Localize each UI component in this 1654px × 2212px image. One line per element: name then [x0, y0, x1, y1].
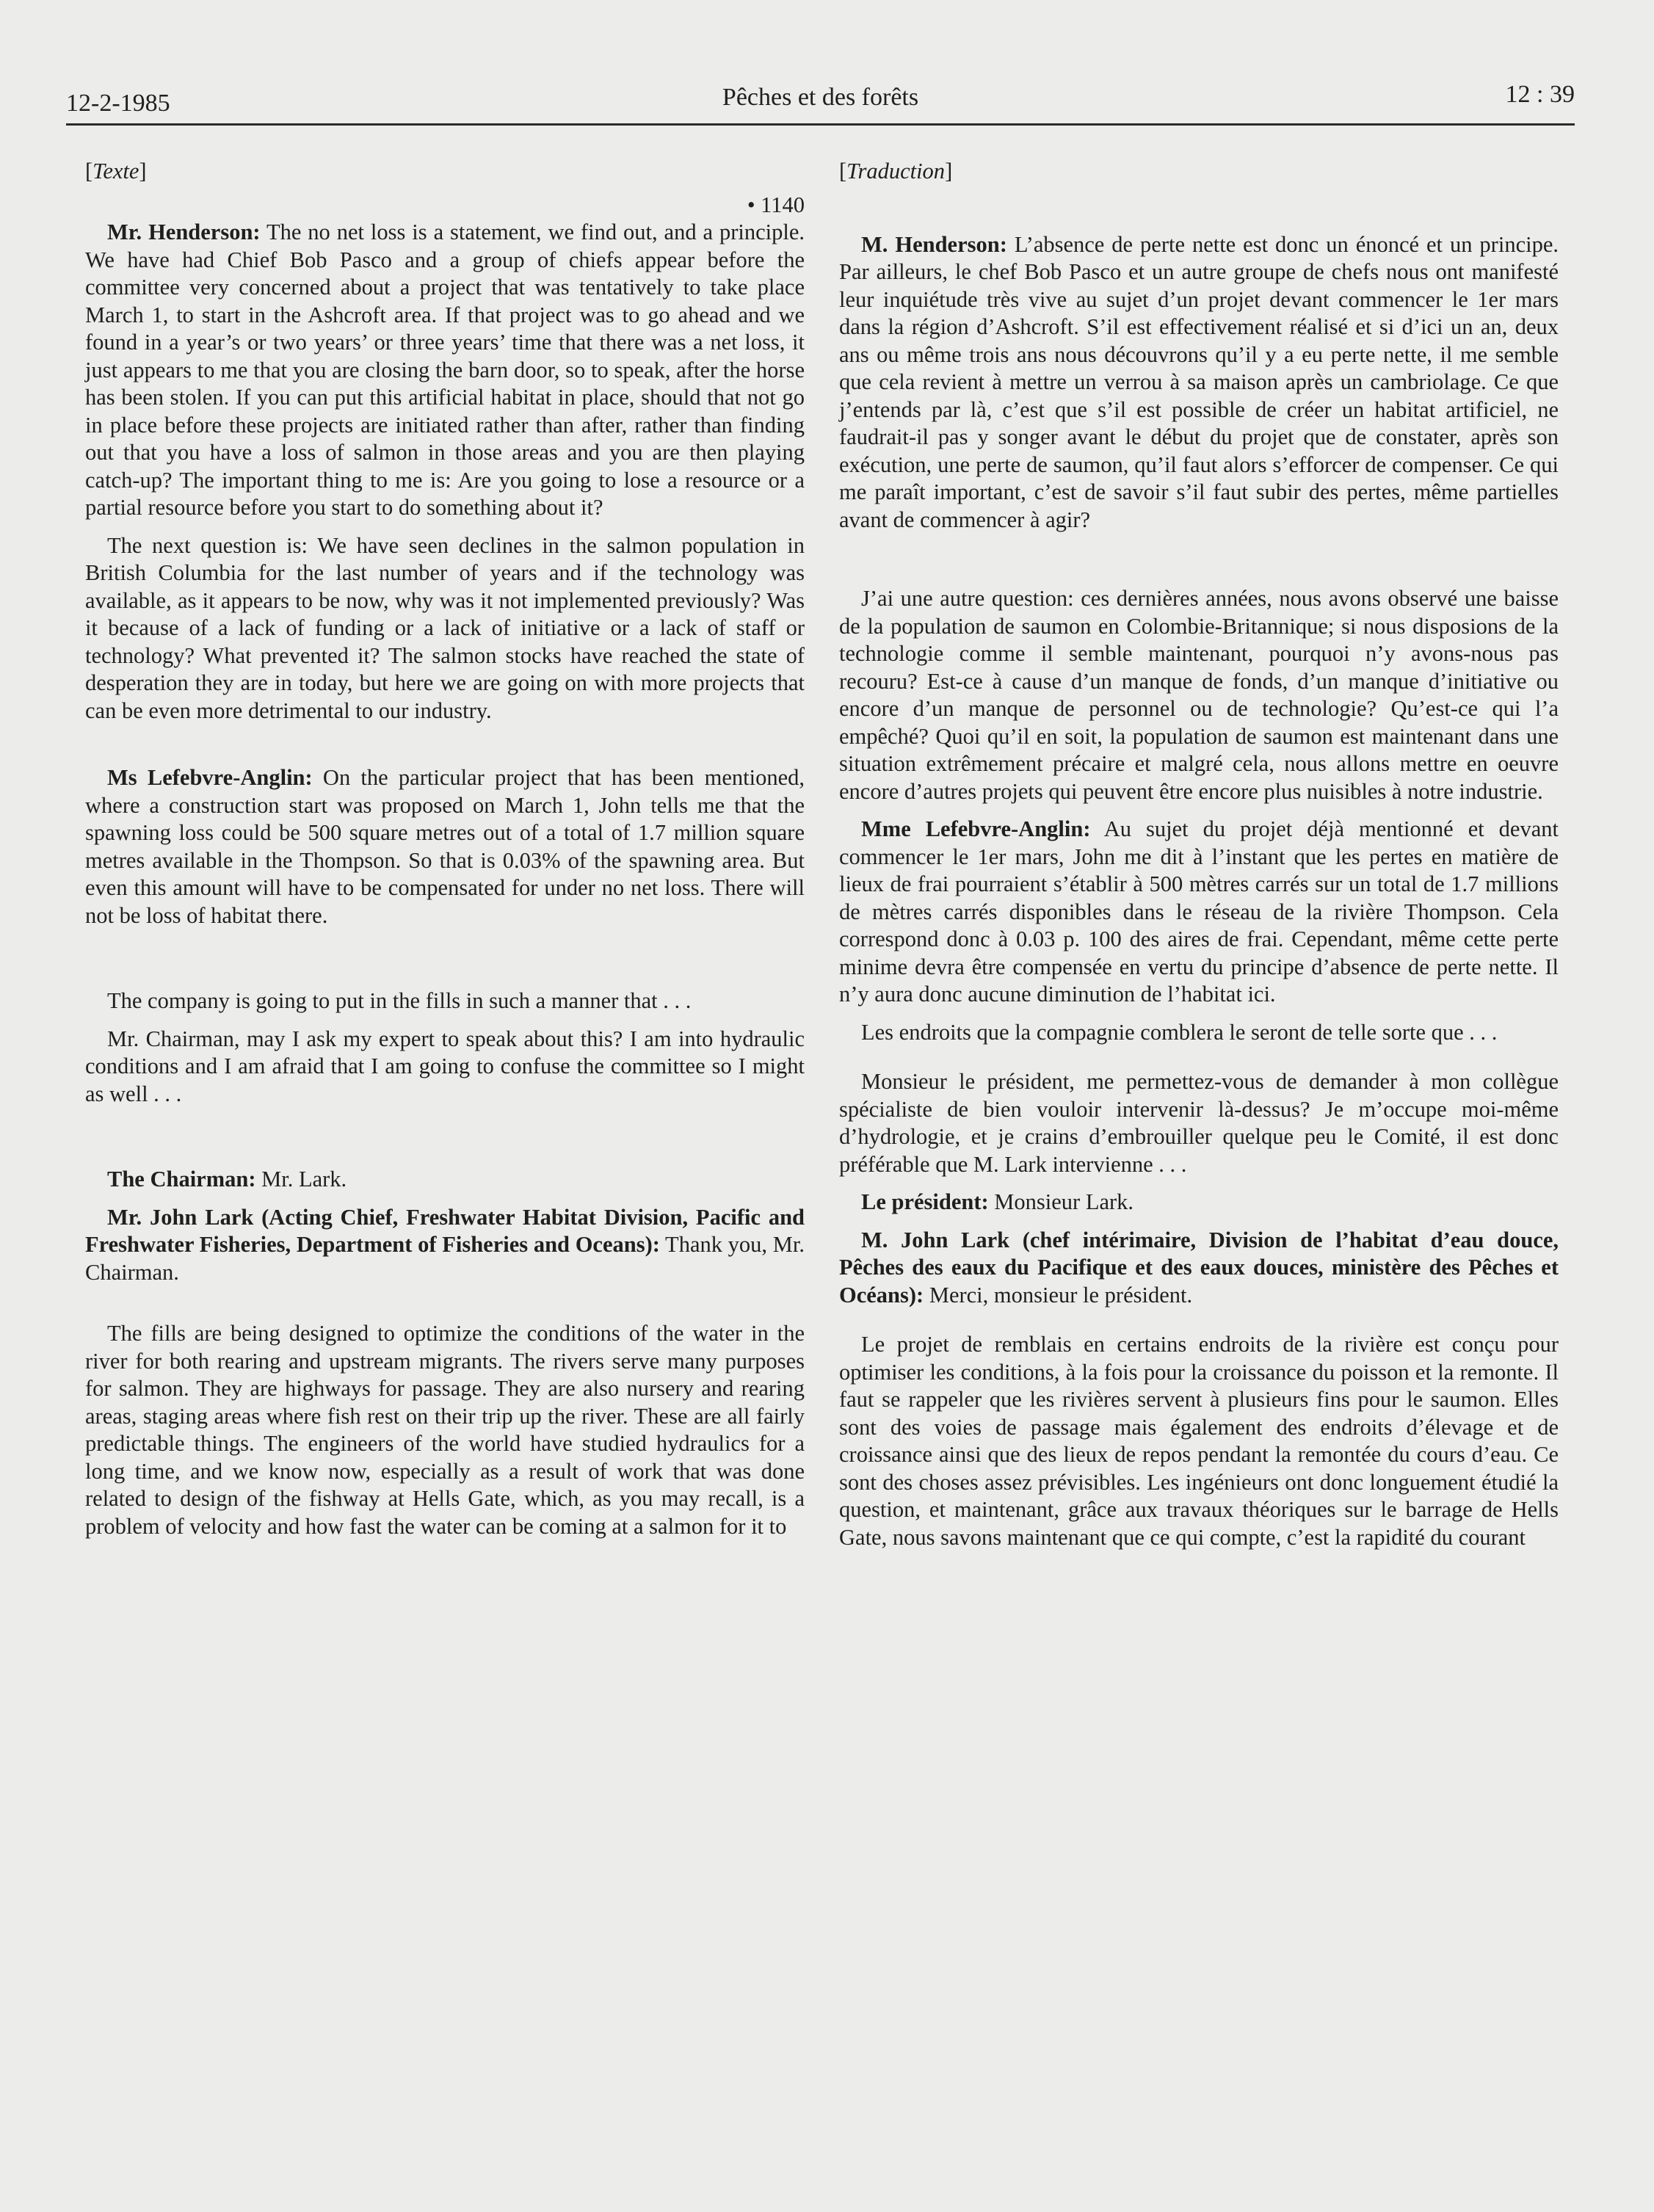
speaker-label: The Chairman: — [107, 1167, 256, 1192]
paragraph-le-president: Le président: Monsieur Lark. — [861, 1189, 1134, 1214]
header-page-number: 12 : 39 — [1505, 81, 1575, 108]
header-date: 12-2-1985 — [66, 90, 170, 117]
paragraph-henderson: Mr. Henderson: The no net loss is a statement, we find out, and a principle. We have had Chief Bob Pasco and a group of chiefs appear before the committee very concerned about a project that was tentatively to take place March 1, to start in the Ashcroft area. If that project was to go ahead and we found in a year’s or two years’ or three years’ time that there was a net loss, it just appears to me that you are closing the barn door, so to speak, after the horse has been stolen. If you can put this artificial habitat in place, should that not go in place before these projects are initiated rather than after, rather than finding out that you have a loss of salmon in those areas and you are then playing catch-up? The important thing to me is: Are you going to lose a resource or a partial resource before you start to do something about it? — [85, 220, 805, 520]
english-column — [85, 158, 805, 1540]
paragraph-ask-expert: Mr. Chairman, may I ask my expert to speak about this? I am into hydraulic conditions and I am afraid that I am going to confuse the committee so I might as well . . . — [85, 1026, 805, 1106]
paragraph-fills-designed: The fills are being designed to optimize the conditions of the water in the river for both rearing and upstream migrants. The rivers serve many purposes for salmon. They are highways for passage. They are also nursery and rearing areas, staging areas where fish rest on their trip up the river. These are all fairly predictable things. The engineers of the world have studied hydraulics for a long time, and we know now, especially as a result of work that was done related to design of the fishway at Hells Gate, which, as you may recall, is a problem of velocity and how fast the water can be coming at a salmon for it to — [85, 1321, 805, 1539]
speaker-label: Le président: — [861, 1189, 989, 1214]
paragraph-henderson-fr: M. Henderson: L’absence de perte nette est donc un énoncé et un principe. Par ailleurs, le chef Bob Pasco et un autre groupe de chefs nous ont manifesté leur inquiétude très vive au sujet d’un projet devant commencer le 1er mars dans la région d’Ashcroft. S’il est effectivement réalisé et si d’ici un an, deux ans ou même trois ans nous découvrons qu’il y a eu perte nette, il me semble que cela revient à mettre un verrou à sa maison après un cambriolage. Ce que j’entends par là, c’est que s’il est possible de créer un habitat artificiel, ne faudrait-il pas y songer avant le début du projet que de constater, après son exécution, une perte de saumon, qu’il faut alors s’efforcer de compenser. Ce qui me paraît important, c’est de savoir s’il faut subir des pertes, même partielles avant de commencer à agir? — [839, 231, 1559, 532]
french-column — [839, 158, 1559, 1551]
header-title: Pêches et des forêts — [722, 84, 919, 111]
paragraph-chairman: The Chairman: Mr. Lark. — [107, 1167, 347, 1192]
speaker-label: Mr. Henderson: — [107, 220, 261, 244]
speaker-label: Mme Lefebvre-Anglin: — [861, 816, 1091, 841]
paragraph-lefebvre-anglin: Ms Lefebvre-Anglin: On the particular project that has been mentioned, where a construction start was proposed on March 1, John tells me that the spawning loss could be 500 square metres out of a total of 1.7 million square metres available in the Thompson. So that is 0.03% of the spawning area. But even this amount will have to be compensated for under no net loss. There will not be loss of habitat there. — [85, 765, 805, 928]
translation-tag: [Traduction] — [839, 159, 953, 184]
paragraph-next-question: The next question is: We have seen declines in the salmon population in British Columbia for the last number of years and if the technology was available, as it appears to be now, why was it not implemented previously? Was it because of a lack of funding or a lack of initiative or a lack of staff or technology? What prevented it? The salmon stocks have reached the state of desperation they are in today, but here we are going on with more projects that can be even more detrimental to our industry. — [85, 532, 805, 723]
page-header — [66, 78, 1575, 126]
paragraph-endroits: Les endroits que la compagnie comblera le seront de telle sorte que . . . — [861, 1019, 1498, 1045]
text-tag: [Texte] — [85, 159, 147, 184]
time-marker: • 1140 — [747, 192, 805, 217]
paragraph-lefebvre-anglin-fr: Mme Lefebvre-Anglin: Au sujet du projet déjà mentionné et devant commencer le 1er mars, John me dit à l’instant que les pertes en matière de lieux de frai pourraient s’établir à 500 mètres carrés sur un total de 1.7 millions de mètres carrés disponibles dans le réseau de la rivière Thompson. Cela correspond donc à 0.03 p. 100 des aires de frai. Cependant, même cette perte minime devra être compensée en vertu du principe d’absence de perte nette. Il n’y aura donc aucune diminution de l’habitat ici. — [839, 816, 1559, 1007]
speaker-label: M. Henderson: — [861, 231, 1007, 257]
paragraph-lark: Mr. John Lark (Acting Chief, Freshwater Habitat Division, Pacific and Freshwater Fisheries, Department of Fisheries and Oceans): Thank you, Mr. Chairman. — [85, 1204, 805, 1285]
speaker-label: Mr. John Lark (Acting Chief, Freshwater Habitat Division, Pacific and Freshwater Fisheries, Department of Fisheries and Oceans): — [85, 1204, 805, 1257]
speaker-label: Ms Lefebvre-Anglin: — [107, 765, 313, 790]
paragraph-projet-remblais: Le projet de remblais en certains endroits de la rivière est conçu pour optimiser les conditions, à la fois pour la croissance du poisson et la remonte. Il faut se rappeler que les rivières servent à plusieurs fins pour le saumon. Elles sont des voies de passage mais également des endroits d’élevage et de croissance ainsi que des lieux de repos pendant la remontée du cours d’eau. Ce sont des choses assez prévisibles. Les ingénieurs ont donc longuement étudié la question, et maintenant, grâce aux travaux théoriques sur le barrage de Hells Gate, nous savons maintenant que ce qui compte, c’est la rapidité du courant — [839, 1332, 1559, 1550]
paragraph-autre-question: J’ai une autre question: ces dernières années, nous avons observé une baisse de la population de saumon en Colombie-Britannique; si nous disposions de la technologie comme il semble maintenant, pourquoi n’y avons-nous pas recouru? Est-ce à cause d’un manque de fonds, d’un manque d’initiative ou encore d’un manque de personnel ou de technologie? Qu’est-ce qui l’a empêché? Quoi qu’il en soit, la population de saumon est maintenant dans une situation extrêmement précaire et malgré cela, nous allons mettre en oeuvre encore d’autres projets qui peuvent être encore plus nuisibles à notre industrie. — [839, 586, 1559, 804]
paragraph-company-fills: The company is going to put in the fills in such a manner that . . . — [107, 988, 692, 1013]
paragraph-monsieur-president: Monsieur le président, me permettez-vous de demander à mon collègue spécialiste de bien vouloir intervenir là-dessus? Je m’occupe moi-même d’hydrologie, et je crains d’embrouiller quelque peu le Comité, il est donc préférable que M. Lark intervienne . . . — [839, 1069, 1559, 1177]
paragraph-lark-fr: M. John Lark (chef intérimaire, Division de l’habitat d’eau douce, Pêches des eaux du Pacifique et des eaux douces, ministère des Pêches et Océans): Merci, monsieur le président. — [839, 1227, 1559, 1308]
speaker-label: M. John Lark (chef intérimaire, Division de l’habitat d’eau douce, Pêches des eaux du Pacifique et des eaux douces, ministère des Pêches et Océans): — [839, 1227, 1559, 1308]
